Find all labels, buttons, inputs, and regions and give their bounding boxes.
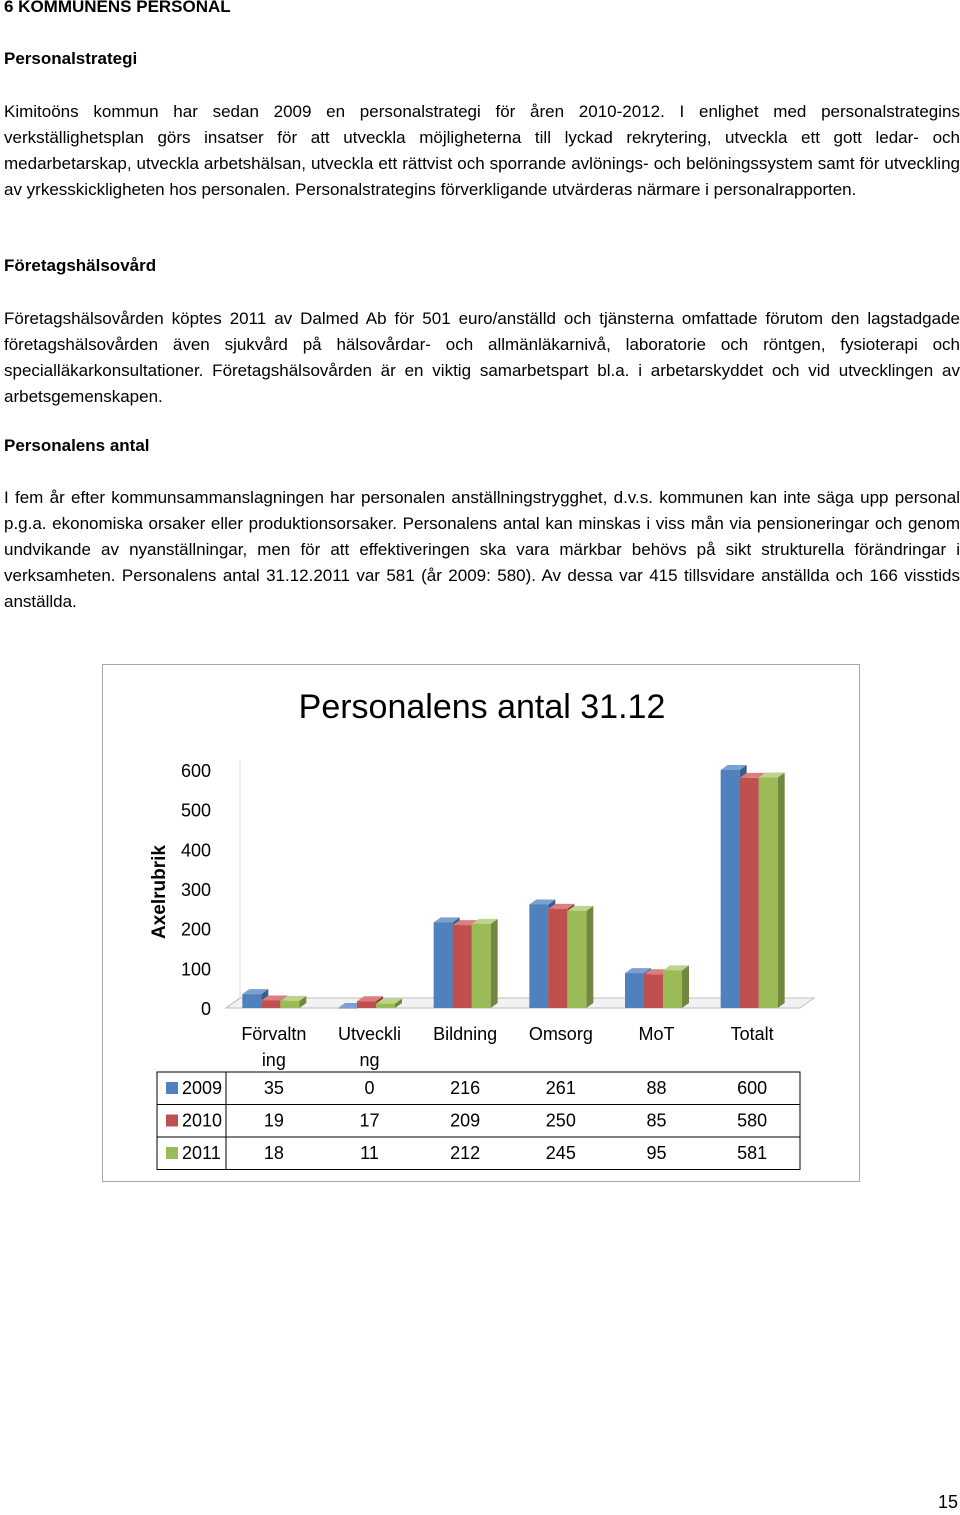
data-table-cell: 261 <box>545 1078 576 1098</box>
bar <box>357 1001 376 1008</box>
page-number: 15 <box>937 1492 958 1512</box>
heading-foretagshalsovard: Företagshälsovård <box>4 256 157 275</box>
data-table-cell: 19 <box>263 1110 284 1131</box>
bar-side <box>778 773 785 1008</box>
bar <box>376 1004 395 1008</box>
data-table-cell: 95 <box>646 1143 667 1163</box>
data-table-cell: 580 <box>737 1110 768 1131</box>
bar <box>338 1008 357 1009</box>
data-table-cell: 216 <box>450 1078 481 1098</box>
paragraph-personalens-antal: I fem år efter kommunsammanslagningen har personalen anställningstrygghet, d.v.s. kommunen kan inte säga upp personal p.g.a. ekonomiska orsaker eller produktionsorsaker. Personalens antal kan minskas i viss mån via pensioneringar och genom undvikande av nyanställningar, men för att effektiveringen ska vara märkbar behövs på sikt strukturella förändringar i verksamheten. Personalens antal 31.12.2011 var 581 (år 2009: 580). Av dessa var 415 tillsvidare anställda och 166 visstids anställda. <box>4 488 960 611</box>
legend-swatch <box>166 1082 178 1094</box>
bar <box>740 778 759 1008</box>
data-table-cell: 11 <box>360 1143 379 1163</box>
bar <box>529 904 548 1008</box>
y-tick-label: 200 <box>180 919 211 940</box>
x-tick-label: Totalt <box>730 1024 774 1044</box>
bar <box>280 1001 299 1008</box>
bar <box>625 973 644 1008</box>
x-tick-label: Utveckli <box>337 1024 402 1044</box>
paragraph-foretagshalsovard: Företagshälsovården köptes 2011 av Dalmed Ab för 501 euro/anställd och tjänsterna omfattade förutom den lagstadgade företagshälsovården även sjukvård på hälsovårdar- och allmänläkarnivå, laboratorie och röntgen, fysioterapi och specialläkarkonsultationer. Företagshälsovården är en viktig samarbetspart bl.a. i arbetarskyddet och vid utvecklingen av arbetsgemenskapen. <box>4 309 960 406</box>
bar <box>759 778 778 1008</box>
x-tick-label: MoT <box>638 1024 675 1044</box>
data-table-cell: 35 <box>263 1078 284 1098</box>
data-table-cell: 250 <box>545 1110 576 1131</box>
chart-title: Personalens antal 31.12 <box>298 688 666 726</box>
y-tick-label: 400 <box>180 840 211 861</box>
data-table-cell: 212 <box>450 1143 481 1163</box>
legend-swatch <box>166 1115 178 1127</box>
bar <box>453 925 472 1008</box>
data-table-cell: 600 <box>737 1078 768 1098</box>
data-table-cell: 0 <box>364 1078 375 1098</box>
data-table-cell: 18 <box>263 1143 284 1163</box>
bar-side <box>586 906 593 1008</box>
legend-swatch <box>166 1147 178 1159</box>
bar-side <box>682 965 689 1008</box>
data-table-cell: 209 <box>450 1110 481 1131</box>
section-title: 6 KOMMUNENS PERSONAL <box>4 0 231 16</box>
bar <box>663 970 682 1008</box>
x-tick-label: ng <box>359 1050 380 1070</box>
legend-label: 2009 <box>182 1078 223 1098</box>
bar-side <box>491 919 498 1008</box>
x-tick-label: Omsorg <box>528 1024 593 1044</box>
bar <box>261 1000 280 1008</box>
bar <box>721 770 740 1008</box>
heading-personalstrategi: Personalstrategi <box>4 49 138 68</box>
data-table-cell: 17 <box>359 1110 380 1131</box>
data-table-cell: 581 <box>737 1143 768 1163</box>
y-tick-label: 100 <box>180 959 211 980</box>
paragraph-personalstrategi: Kimitoöns kommun har sedan 2009 en personalstrategi för åren 2010-2012. I enlighet med personalstrategins verkställighetsplan görs insatser för att utveckla möjligheterna till lyckad rekrytering, utveckla ett gott ledar- och medarbetarskap, utveckla arbetshälsan, utveckla ett rättvist och sporrande avlönings- och belöningssystem samt för utveckling av yrkesskickligheten hos personalen. Personalstrategins förverkligande utvärderas närmare i personalrapporten. <box>4 102 960 199</box>
y-axis-label: Axelrubrik <box>149 845 170 939</box>
bar <box>242 994 261 1008</box>
x-tick-label: ing <box>261 1050 286 1070</box>
y-tick-label: 0 <box>200 999 211 1019</box>
data-table-cell: 85 <box>646 1110 667 1131</box>
data-table-cell: 88 <box>646 1078 667 1098</box>
bar <box>434 922 453 1008</box>
legend-label: 2010 <box>182 1110 223 1131</box>
x-tick-label: Bildning <box>433 1024 498 1044</box>
data-table-cell: 245 <box>545 1143 576 1163</box>
heading-personalens-antal: Personalens antal <box>4 436 150 455</box>
y-tick-label: 500 <box>180 800 211 821</box>
y-tick-label: 600 <box>180 761 211 781</box>
bar <box>548 909 567 1008</box>
legend-label: 2011 <box>182 1143 221 1163</box>
bar <box>567 911 586 1008</box>
y-tick-label: 300 <box>180 880 211 900</box>
x-tick-label: Förvaltn <box>241 1024 307 1044</box>
bar <box>472 924 491 1008</box>
bar <box>644 974 663 1008</box>
